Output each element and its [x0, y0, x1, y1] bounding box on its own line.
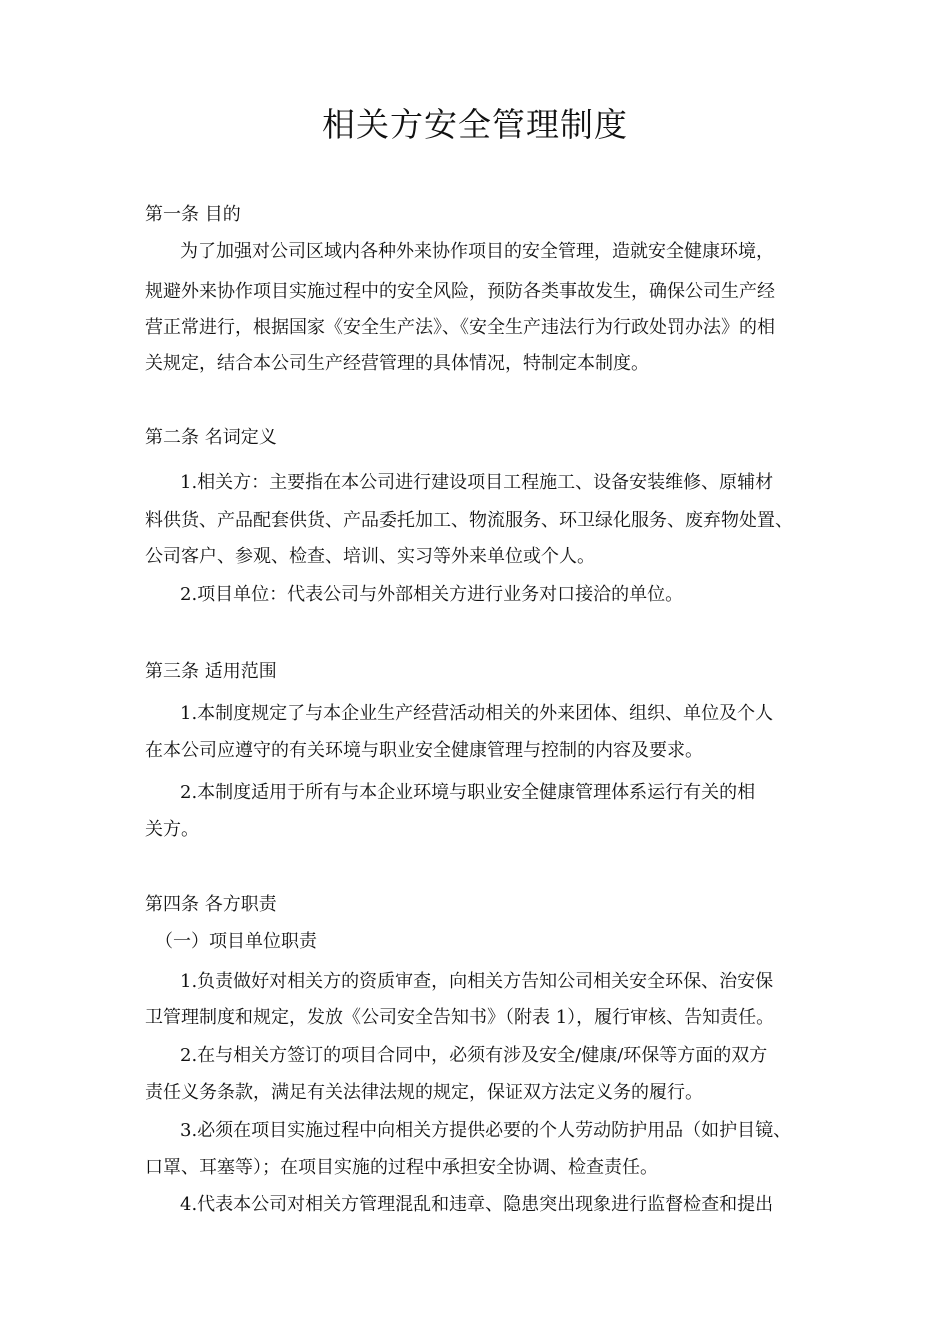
article-3-heading: 第三条 适用范围 [145, 661, 277, 682]
article-1-para-line: 规避外来协作项目实施过程中的安全风险，预防各类事故发生，确保公司生产经 [145, 281, 775, 302]
article-3-p2-line: 关方。 [145, 819, 199, 840]
article-4-p3-line: 3.必须在项目实施过程中向相关方提供必要的个人劳动防护用品（如护目镜、 [180, 1120, 792, 1141]
article-3-p1-line: 在本公司应遵守的有关环境与职业安全健康管理与控制的内容及要求。 [145, 740, 703, 761]
article-2-p1-line: 公司客户、参观、检查、培训、实习等外来单位或个人。 [145, 546, 595, 567]
article-4-p2-line: 2.在与相关方签订的项目合同中，必须有涉及安全/健康/环保等方面的双方 [180, 1045, 768, 1066]
article-4-subheading: （一）项目单位职责 [155, 931, 317, 952]
article-2-p1-line: 1.相关方：主要指在本公司进行建设项目工程施工、设备安装维修、原辅材 [180, 472, 774, 493]
document-title: 相关方安全管理制度 [322, 105, 628, 144]
article-1-para-line: 关规定，结合本公司生产经营管理的具体情况，特制定本制度。 [145, 353, 649, 374]
article-1-heading: 第一条 目的 [145, 204, 241, 225]
article-2-p2-line: 2.项目单位：代表公司与外部相关方进行业务对口接洽的单位。 [180, 584, 684, 605]
article-3-p2-line: 2.本制度适用于所有与本企业环境与职业安全健康管理体系运行有关的相 [180, 782, 756, 803]
article-1-para-line: 为了加强对公司区域内各种外来协作项目的安全管理，造就安全健康环境， [180, 241, 774, 262]
article-4-p1-line: 卫管理制度和规定，发放《公司安全告知书》（附表 1），履行审核、告知责任。 [145, 1007, 775, 1028]
article-4-p1-line: 1.负责做好对相关方的资质审查，向相关方告知公司相关安全环保、治安保 [180, 971, 774, 992]
article-2-heading: 第二条 名词定义 [145, 427, 277, 448]
article-3-p1-line: 1.本制度规定了与本企业生产经营活动相关的外来团体、组织、单位及个人 [180, 703, 774, 724]
article-4-p3-line: 口罩、耳塞等）；在项目实施的过程中承担安全协调、检查责任。 [145, 1157, 658, 1178]
article-2-p1-line: 料供货、产品配套供货、产品委托加工、物流服务、环卫绿化服务、废弃物处置、 [145, 510, 793, 531]
article-4-p2-line: 责任义务条款，满足有关法律法规的规定，保证双方法定义务的履行。 [145, 1082, 703, 1103]
article-4-heading: 第四条 各方职责 [145, 894, 277, 915]
article-1-para-line: 营正常进行，根据国家《安全生产法》、《安全生产违法行为行政处罚办法》的相 [145, 317, 775, 338]
article-4-p4-line: 4.代表本公司对相关方管理混乱和违章、隐患突出现象进行监督检查和提出 [180, 1194, 774, 1215]
